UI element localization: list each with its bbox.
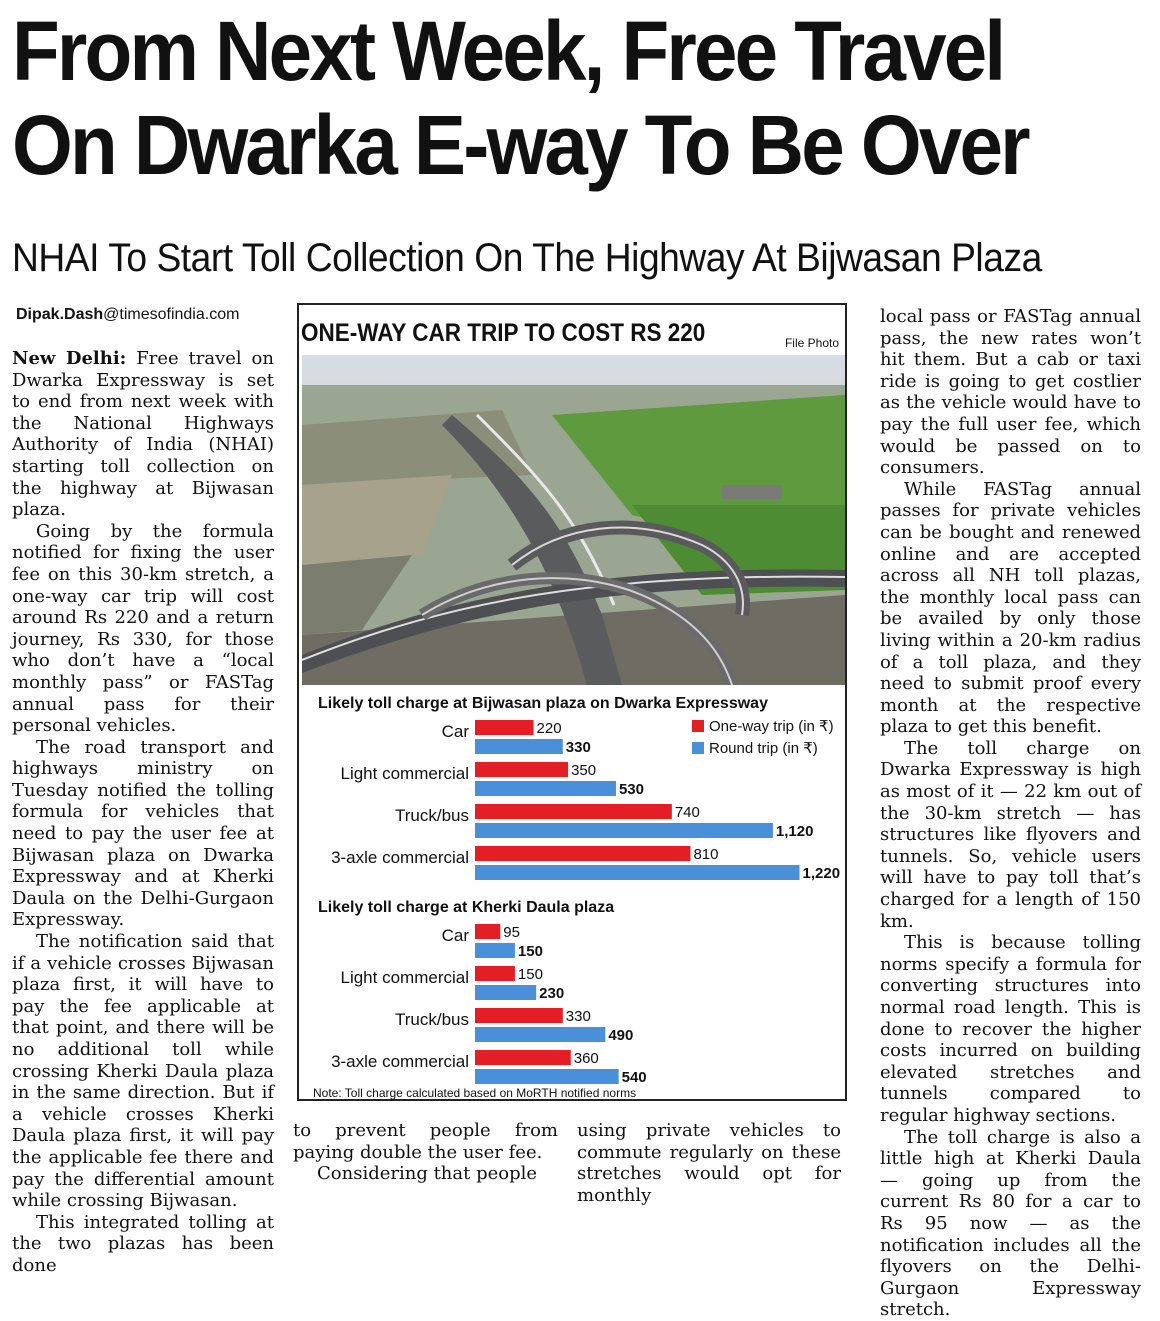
article-paragraph: Considering that people xyxy=(317,1163,538,1185)
category-label: Light commercial xyxy=(340,764,469,783)
legend-swatch-round-trip xyxy=(692,742,704,754)
photo-credit: File Photo xyxy=(784,336,839,350)
bar-round-trip xyxy=(475,823,773,838)
bar-value-label: 360 xyxy=(573,1050,599,1067)
headline-line-2: On Dwarka E-way To Be Over xyxy=(12,98,1028,192)
article-paragraph: The toll charge on Dwarka Expressway is high as most of it — 22 km out of the 30-km stretch — has structures like flyovers and tunnels. So, vehicle users will have to pay toll that’s charged for a length of 150 km. xyxy=(880,737,1141,932)
category-label: Car xyxy=(441,722,469,741)
bar-one-way xyxy=(475,762,568,777)
bar-value-label: 230 xyxy=(539,985,565,1002)
bar-one-way xyxy=(475,804,672,819)
category-label: Car xyxy=(441,926,469,945)
bar-value-label: 95 xyxy=(503,924,520,941)
bar-round-trip xyxy=(475,943,515,958)
legend-swatch-one-way xyxy=(692,720,704,732)
graphic-title: ONE-WAY CAR TRIP TO COST RS 220 xyxy=(301,319,706,347)
category-label: Truck/bus xyxy=(394,806,469,825)
legend-label-one-way: One-way trip (in ₹) xyxy=(709,718,834,735)
article-paragraph: Going by the formula notified for fixing the user fee on this 30-km stretch, a one-way car trip will cost around Rs 220 and a return journey, Rs 330, for those who don’t have a “local monthly pass” or FASTag annual pass for their personal vehicles. xyxy=(12,520,274,737)
bar-one-way xyxy=(475,924,500,939)
article-paragraph: The notification said that if a vehicle crosses Bijwasan plaza first, it will have to pay the fee applicable at that point, and there will be no additional toll while crossing Kherki Daula plaza in the same direction. But if a vehicle crosses Kherki Daula plaza first, it will pay the applicable fee there and pay the differential amount while crossing Bijwasan. xyxy=(12,931,274,1212)
bar-value-label: 220 xyxy=(536,720,562,737)
subheadline: NHAI To Start Toll Collection On The Highway At Bijwasan Plaza xyxy=(12,236,1042,280)
category-label: 3-axle commercial xyxy=(331,848,469,867)
chart-title-bijwasan: Likely toll charge at Bijwasan plaza on Dwarka Expressway xyxy=(318,695,768,712)
article-paragraph: New Delhi: Free travel on Dwarka Expressway is set to end from next week with the National Highways Authority of India (NHAI) starting toll collection on the highway at Bijwasan plaza. xyxy=(12,348,274,521)
bar-round-trip xyxy=(475,1069,619,1084)
legend-label-round-trip: Round trip (in ₹) xyxy=(709,740,818,757)
expressway-photo xyxy=(302,355,845,685)
article-column-1 xyxy=(12,348,274,1277)
article-paragraph: The toll charge is also a little high at Kherki Daula — going up from the current Rs 80 for a car to Rs 95 now — as the notification includes all the flyovers on the Delhi-Gurgaon Expressway stretch. xyxy=(880,1126,1141,1321)
dateline: New Delhi: xyxy=(12,348,127,369)
bar-one-way xyxy=(475,846,690,861)
bar-round-trip xyxy=(475,781,616,796)
bar-one-way xyxy=(475,966,515,981)
category-label: 3-axle commercial xyxy=(331,1052,469,1071)
article-paragraph: While FASTag annual passes for private vehicles can be bought and renewed online and are accepted across all NH toll plazas, the monthly local pass can be availed by only those living within a 20-km radius of a toll plaza, and they need to submit proof every month at the respective plaza to get this benefit. xyxy=(880,478,1141,738)
bar-value-label: 810 xyxy=(693,846,719,863)
article-column-3 xyxy=(880,306,1141,1321)
bar-round-trip xyxy=(475,985,536,1000)
byline-domain: @timesofindia.com xyxy=(103,306,240,323)
bar-one-way xyxy=(475,720,534,735)
bar-round-trip xyxy=(475,1027,605,1042)
headline xyxy=(12,4,1072,192)
article-column-2a xyxy=(293,1120,558,1185)
chart-marks-kherki-daula xyxy=(331,924,647,1086)
bar-round-trip xyxy=(475,865,800,880)
category-label: Truck/bus xyxy=(394,1010,469,1029)
article-paragraph: The road transport and highways ministry on Tuesday notified the tolling formula for vehicles that need to pay the user fee at Bijwasan plaza on Dwarka Expressway and at Kherki Daula on the Delhi-Gurgaon Expressway. xyxy=(12,736,274,931)
bar-value-label: 530 xyxy=(618,781,645,798)
bar-value-label: 1,120 xyxy=(775,823,814,840)
bar-one-way xyxy=(475,1050,571,1065)
bar-value-label: 1,220 xyxy=(802,865,841,882)
byline-name: Dipak.Dash xyxy=(16,306,104,323)
byline xyxy=(16,305,239,325)
article-paragraph: local pass or FASTag annual pass, the new rates won’t hit them. But a cab or taxi ride is going to get costlier as the vehicle would have to pay the full user fee, which would be passed on to consumers. xyxy=(880,306,1141,479)
article-paragraph: to prevent people from paying double the user fee. xyxy=(293,1120,558,1163)
headline-line-1: From Next Week, Free Travel xyxy=(12,4,1004,98)
graphic-box xyxy=(297,303,847,1101)
article-paragraph: using private vehicles to commute regularly on these stretches would opt for monthly xyxy=(577,1120,841,1206)
toll-chart xyxy=(299,683,845,1103)
bar-value-label: 330 xyxy=(565,739,591,756)
bar-value-label: 490 xyxy=(608,1027,634,1044)
bar-value-label: 540 xyxy=(621,1069,647,1086)
bar-value-label: 350 xyxy=(571,762,597,779)
bar-round-trip xyxy=(475,739,563,754)
chart-note: Note: Toll charge calculated based on MoRTH notified norms xyxy=(313,1086,637,1100)
chart-title-kherki-daula: Likely toll charge at Kherki Daula plaza xyxy=(318,899,615,916)
article-paragraph: This is because tolling norms specify a formula for converting structures into normal road length. This is done to recover the higher costs incurred on building elevated stretches and tunnels compared to regular highway sections. xyxy=(880,932,1141,1126)
bar-one-way xyxy=(475,1008,563,1023)
category-label: Light commercial xyxy=(340,968,469,987)
bar-value-label: 330 xyxy=(565,1008,591,1025)
bar-value-label: 740 xyxy=(674,804,700,821)
bar-value-label: 150 xyxy=(517,943,543,960)
bar-value-label: 150 xyxy=(517,966,543,983)
chart-legend xyxy=(692,718,834,757)
article-column-2b xyxy=(577,1120,841,1206)
article-paragraph: This integrated tolling at the two plazas has been done xyxy=(12,1211,274,1276)
